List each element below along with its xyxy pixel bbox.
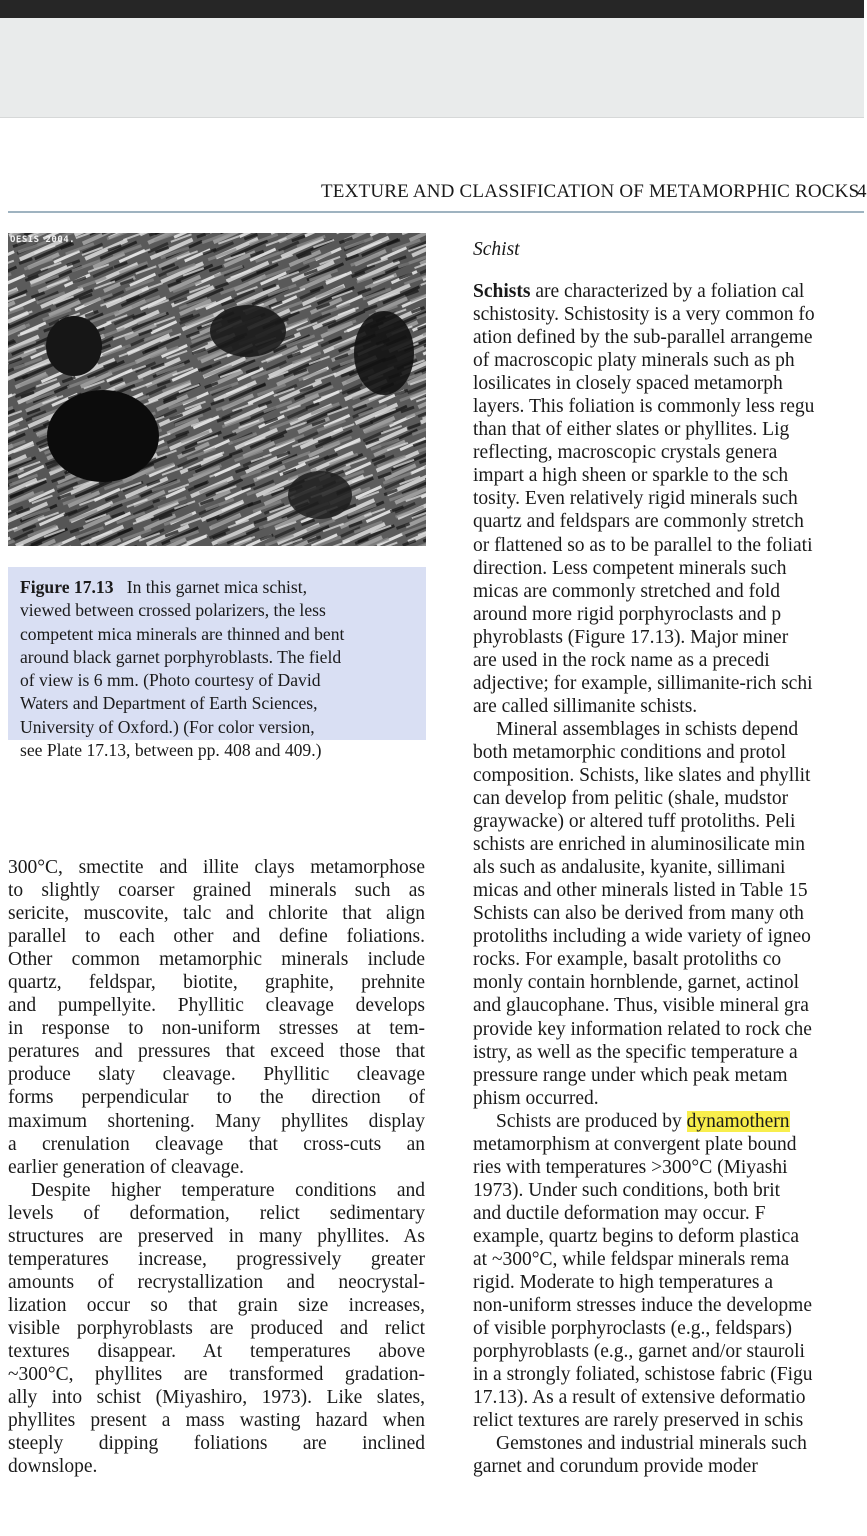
header-rule: [8, 211, 864, 213]
schist-micrograph-illustration: [8, 233, 426, 546]
text-line: downslope.: [8, 1456, 98, 1478]
text-line: steeply dipping foliations are inclined: [8, 1433, 425, 1455]
text-line: rigid. Moderate to high temperatures a: [473, 1272, 773, 1294]
text-line: micas are commonly stretched and fold: [473, 580, 781, 602]
text-line: maximum shortening. Many phyllites display: [8, 1110, 425, 1132]
figure-label: Figure 17.13: [20, 577, 114, 597]
text-line: ries with temperatures >300°C (Miyashi: [473, 1156, 788, 1178]
text-line: peratures and pressures that exceed those that: [8, 1041, 425, 1063]
paragraph-start-line: Mineral assemblages in schists depend: [496, 718, 799, 740]
paragraph-start-line: Schists are produced by dynamothern: [496, 1110, 790, 1132]
figure-caption: [8, 567, 426, 761]
caption-line: around black garnet porphyroblasts. The field: [20, 646, 342, 667]
text-line: levels of deformation, relict sedimentary: [8, 1202, 425, 1224]
text-line: losilicates in closely spaced metamorph: [473, 373, 783, 395]
text-line: relict textures are rarely preserved in schis: [473, 1410, 804, 1432]
text-line: in a strongly foliated, schistose fabric (Figu: [473, 1364, 813, 1386]
text-line: 300°C, smectite and illite clays metamorphose: [8, 857, 425, 878]
text-line: structures are preserved in many phyllites. As: [8, 1225, 425, 1247]
text-line: can develop from pelitic (shale, mudstor: [473, 788, 789, 810]
text-line: schists are enriched in aluminosilicate min: [473, 834, 805, 856]
caption-line: competent mica minerals are thinned and bent: [20, 623, 345, 644]
text-line: than that of either slates or phyllites. Lig: [473, 419, 790, 441]
text-line: or flattened so as to be parallel to the foliati: [473, 534, 813, 556]
text-line: of macroscopic platy minerals such as ph: [473, 350, 795, 372]
text-line: visible porphyroblasts are produced and relict: [8, 1317, 425, 1339]
caption-line: see Plate 17.13, between pp. 408 and 409.): [20, 740, 322, 761]
text-line: example, quartz begins to deform plastica: [473, 1225, 799, 1247]
window-top-bar: [0, 0, 864, 18]
text-line: and pumpellyite. Phyllitic cleavage develops: [8, 995, 425, 1017]
text-line: textures disappear. At temperatures above: [8, 1340, 425, 1362]
text-line: pressure range under which peak metam: [473, 1064, 788, 1086]
text-line: istry, as well as the specific temperature a: [473, 1041, 798, 1063]
text-line: a crenulation cleavage that cross-cuts an: [8, 1133, 425, 1155]
lead-term: Schists: [473, 281, 531, 302]
text-line: phyllites present a mass wasting hazard when: [8, 1410, 425, 1432]
text-line: monly contain hornblende, garnet, actinol: [473, 972, 799, 994]
reader-toolbar-area: [0, 18, 864, 118]
text-line: ation defined by the sub-parallel arrangeme: [473, 327, 813, 349]
figure-photo: [8, 233, 426, 546]
text-line: of visible porphyroclasts (e.g., feldspars): [473, 1318, 792, 1340]
text-line: parallel to each other and define foliations.: [8, 926, 425, 948]
paragraph-start-line: Despite higher temperature conditions and: [31, 1179, 425, 1201]
caption-line: Waters and Department of Earth Sciences,: [20, 693, 318, 714]
text-line: sericite, muscovite, talc and chlorite that align: [8, 903, 425, 925]
text-line: in response to non-uniform stresses at tem-: [8, 1018, 425, 1040]
text-line: ~300°C, phyllites are transformed gradation-: [8, 1364, 425, 1386]
text-line: produce slaty cleavage. Phyllitic cleavage: [8, 1064, 425, 1086]
caption-line: University of Oxford.) (For color version,: [20, 716, 315, 737]
text-line: 1973). Under such conditions, both brit: [473, 1179, 781, 1201]
text-line: temperatures increase, progressively greater: [8, 1248, 425, 1270]
text-line: quartz and feldspars are commonly stretch: [473, 511, 804, 533]
running-header-title: TEXTURE AND CLASSIFICATION OF METAMORPHIC ROCKS: [321, 181, 860, 202]
text-line: micas and other minerals listed in Table 15: [473, 880, 808, 902]
text-line: 17.13). As a result of extensive deformatio: [473, 1387, 806, 1409]
text-line: schistosity. Schistosity is a very common fo: [473, 304, 815, 326]
text-line: phism occurred.: [473, 1087, 599, 1109]
running-header: [0, 181, 867, 209]
text-line: quartz, feldspar, biotite, graphite, prehnite: [8, 972, 425, 994]
text-line: Schists are characterized by a foliation cal: [473, 281, 805, 302]
left-column-text: [8, 856, 425, 1478]
page-number: 4: [857, 181, 867, 202]
text-line: tosity. Even relatively rigid minerals such: [473, 488, 798, 510]
caption-line-1: Figure 17.13 In this garnet mica schist,: [20, 577, 308, 597]
text-line: adjective; for example, sillimanite-rich schi: [473, 672, 813, 694]
text-line: garnet and corundum provide moder: [473, 1456, 758, 1478]
text-line: non-uniform stresses induce the developme: [473, 1295, 812, 1317]
text-line: als such as andalusite, kyanite, sillimani: [473, 857, 786, 879]
text-line: and ductile deformation may occur. F: [473, 1202, 766, 1224]
text-line: around more rigid porphyroclasts and p: [473, 603, 782, 625]
paragraph-start-line: Gemstones and industrial minerals such: [496, 1433, 807, 1455]
text-line: metamorphism at convergent plate bound: [473, 1133, 797, 1155]
text-line: and glaucophane. Thus, visible mineral gra: [473, 995, 809, 1017]
text-line: graywacke) or altered tuff protoliths. Peli: [473, 811, 796, 833]
text-line: provide key information related to rock che: [473, 1018, 812, 1040]
text-line: both metamorphic conditions and protol: [473, 741, 787, 763]
section-heading: Schist: [473, 239, 520, 260]
text-line: amounts of recrystallization and neocrystal-: [8, 1271, 425, 1293]
caption-line: of view is 6 mm. (Photo courtesy of David: [20, 670, 321, 691]
text-line: are called sillimanite schists.: [473, 695, 698, 717]
text-line: composition. Schists, like slates and phyllit: [473, 764, 811, 786]
text-line: forms perpendicular to the direction of: [8, 1087, 425, 1109]
highlighted-text[interactable]: dynamothern: [686, 1110, 790, 1132]
text-line: rocks. For example, basalt protoliths co: [473, 949, 782, 971]
text-line: at ~300°C, while feldspar minerals rema: [473, 1248, 790, 1270]
text-line: are used in the rock name as a precedi: [473, 649, 770, 671]
text-line: layers. This foliation is commonly less regu: [473, 396, 815, 418]
text-line: reflecting, macroscopic crystals genera: [473, 442, 778, 464]
text-line: Schists can also be derived from many oth: [473, 903, 804, 925]
photo-stamp: OESIS 2004.: [10, 235, 76, 245]
text-line: phyroblasts (Figure 17.13). Major miner: [473, 626, 789, 648]
text-line: lization occur so that grain size increases,: [8, 1294, 425, 1316]
text-line: direction. Less competent minerals such: [473, 557, 787, 579]
text-line: to slightly coarser grained minerals such as: [8, 880, 425, 902]
text-line: impart a high sheen or sparkle to the sch: [473, 465, 789, 487]
text-line: Other common metamorphic minerals include: [8, 949, 425, 971]
right-column-text: [473, 237, 864, 1478]
text-line: protoliths including a wide variety of igneo: [473, 926, 811, 948]
text-line: ally into schist (Miyashiro, 1973). Like slates,: [8, 1387, 425, 1409]
caption-line: viewed between crossed polarizers, the less: [20, 600, 326, 621]
text-line: porphyroblasts (e.g., garnet and/or stauroli: [473, 1341, 805, 1363]
text-line: earlier generation of cleavage.: [8, 1156, 245, 1178]
